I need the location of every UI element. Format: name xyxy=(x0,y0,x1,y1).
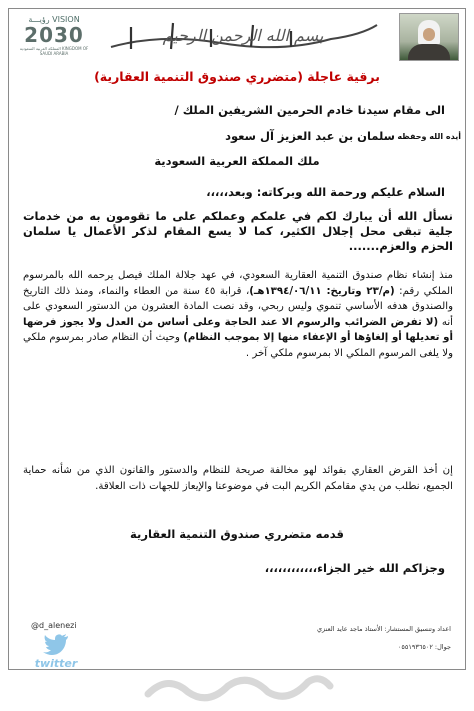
address-line-1: الى مقام سيدنا خادم الحرمين الشريفين الملك / xyxy=(174,103,445,117)
address-line-2: سلمان بن عبد العزيز آل سعود xyxy=(225,129,395,143)
address-honorific: أيده الله وحفظه xyxy=(397,132,461,141)
paragraph-2-part-1: منذ إنشاء نظام صندوق التنمية العقارية السعودي، في عهد جلالة الملك فيصل يرحمه الله بالمرسوم الملكي رقم: xyxy=(23,270,453,297)
twitter-handle: @d_alenezi xyxy=(31,621,77,630)
address-line-3: ملك المملكة العربية السعودية xyxy=(154,154,320,168)
portrait-face xyxy=(423,28,435,41)
basmala-calligraphy xyxy=(101,13,385,57)
closing-thanks: وجزاكم الله خير الجزاء،،،،،،،،،،،، xyxy=(264,561,445,575)
letter-title: برقية عاجلة (متضرري صندوق التنمية العقارية) xyxy=(94,69,380,84)
vision-label: رؤيـــة VISION xyxy=(28,15,80,24)
paragraph-2-part-2: ، قرابة ٤٥ سنة من العطاء والنماء، ومنذ ذلك التاريخ والصندوق هدفه الأساسي تنموي وليس ربحي، وقد نصت المادة العشرون من الدستور السعودي على أنه xyxy=(23,285,453,328)
portrait-robe xyxy=(408,44,450,60)
paragraph-1: نسأل الله أن يبارك لكم في علمكم وعملكم على ما تقومون به من خدمات جلية تبقى محل إجلال الكثير، كما لا يسع المقام لذكر الأعمال يا سلمان الحزم والعزم....... xyxy=(23,209,453,253)
paragraph-3: إن أخذ القرض العقاري بفوائد لهو مخالفة صريحة للنظام والدستور والقانون الذي من شأنه حماية الجميع، نطلب من يدي مقامكم الكريم البت في موضوعنا والإيعاز للجهات ذات العلاقة. xyxy=(23,465,453,492)
decree-reference: (م/٢٣ وتاريخ: ١٣٩٤/٠٦/١١هـ) xyxy=(249,285,395,297)
vision-2030-logo xyxy=(15,15,93,59)
twitter-wordmark: twitter xyxy=(34,657,78,670)
haraj-watermark xyxy=(138,668,338,708)
greeting: السلام عليكم ورحمة الله وبركاته: وبعد،،،،، xyxy=(206,185,445,199)
twitter-bird-icon xyxy=(43,633,69,655)
king-portrait xyxy=(399,13,459,61)
vision-year: 2030 xyxy=(24,23,84,47)
constitution-quote: (لا تفرض الضرائب والرسوم الا عند الحاجة وعلى أساس من العدل ولا يجوز فرضها أو تعديلها أو إلغاؤها أو الإعفاء منها إلا بموجب النظام) xyxy=(23,316,453,344)
paragraph-2 xyxy=(23,268,453,362)
paragraph-2-part-3: وحيث أن النظام صادر بمرسوم ملكي ولا يلغى المرسوم الملكي الا بمرسوم ملكي آخر . xyxy=(23,332,453,359)
vision-kingdom: المملكة العربية السعودية KINGDOM OF SAUDI ARABIA xyxy=(19,46,89,56)
document-page xyxy=(8,8,466,670)
phone-number: جوال: ٠٥٥١٩٣٦٥٠٢ xyxy=(397,643,451,651)
twitter-logo xyxy=(21,633,91,673)
prepared-by: اعداد وتنسيق المستشار: الأستاذ ماجد عايد العنزي xyxy=(316,625,451,633)
signature-line: قدمه متضرري صندوق التنمية العقارية xyxy=(130,527,344,541)
calligraphy-text: بسم الله الرحمن الرحيم xyxy=(162,26,324,45)
letter-header xyxy=(9,9,465,67)
